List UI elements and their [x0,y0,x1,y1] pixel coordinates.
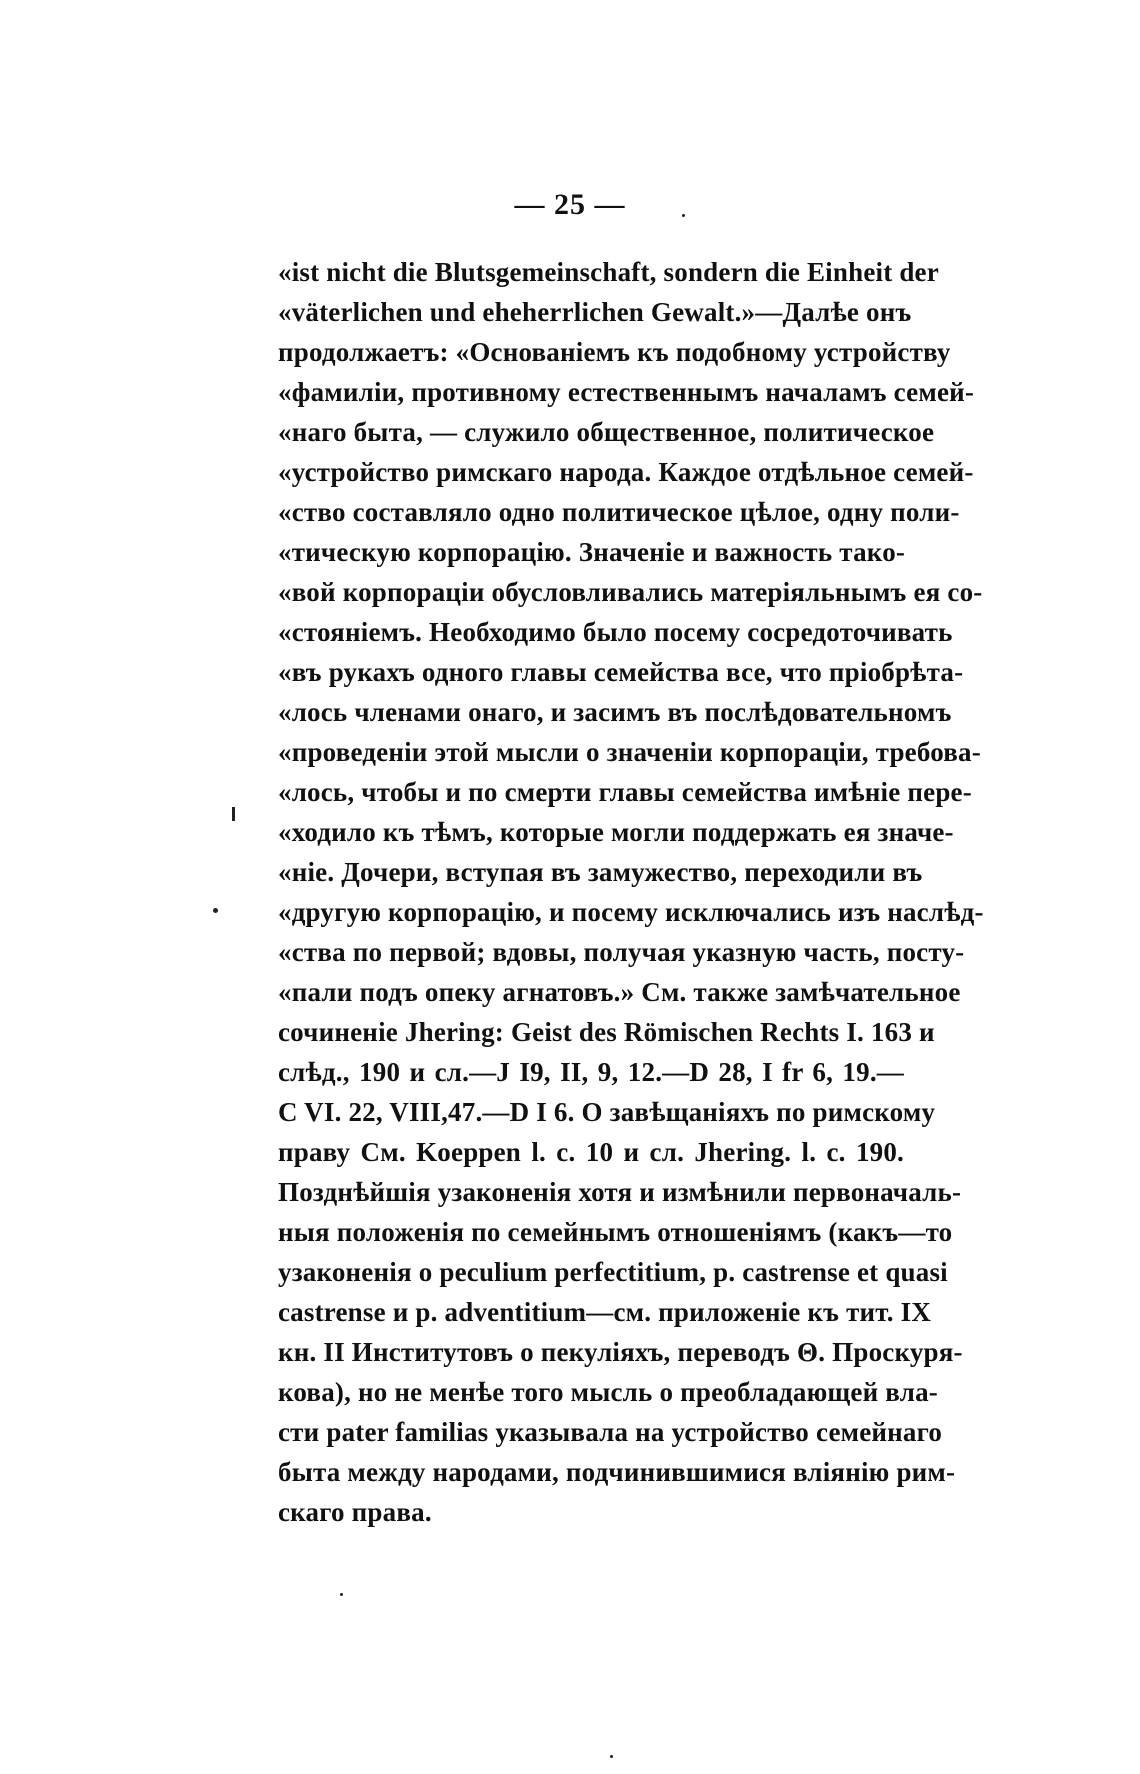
text-line: быта между народами, подчинившимися вліянію рим- [278,1457,956,1487]
text-line: скаго права. [278,1497,432,1527]
text-line: castrense и p. adventitium—см. приложеніе къ тит. IX [278,1297,932,1327]
ink-speck [213,908,218,913]
margin-mark [232,807,235,821]
ink-speck [682,214,685,217]
body-text [278,252,984,1532]
text-line: «лось, чтобы и по смерти главы семейства имѣніе пере- [278,777,972,807]
text-line: «пали подъ опеку агнатовъ.» См. также замѣчательное [278,977,961,1007]
text-line: сочиненіе Jhering: Geist des Römischen Rechts I. 163 и [278,1017,935,1047]
text-line: «ходило къ тѣмъ, которые могли поддержать ея значе- [278,817,954,847]
text-line: «тическую корпорацію. Значеніе и важность тако- [278,537,906,567]
text-line: «стояніемъ. Необходимо было посему сосредоточивать [278,617,953,647]
text-line: «лось членами онаго, и засимъ въ послѣдовательномъ [278,697,952,727]
text-line: продолжаетъ: «Основаніемъ къ подобному устройству [278,337,951,367]
text-line: «ist nicht die Blutsgemeinschaft, sondern die Einheit der [278,257,939,287]
text-line: «въ рукахъ одного главы семейства все, что пріобрѣта- [278,657,964,687]
text-line: «ніе. Дочери, вступая въ замужество, переходили въ [278,857,923,887]
text-line: «ство составляло одно политическое цѣлое, одну поли- [278,497,960,527]
text-line: сти pater familias указывала на устройство семейнаго [278,1417,943,1447]
text-line: C VI. 22, VIII,47.—D I 6. О завѣщаніяхъ по римскому [278,1097,936,1127]
text-line: узаконенія о peculium perfectitium, p. castrense et quasi [278,1257,948,1287]
ink-speck [340,1593,343,1596]
ink-speck [610,1755,613,1758]
text-line: кн. II Институтовъ о пекуліяхъ, переводъ Θ. Проскуря- [278,1337,963,1367]
text-line: «проведеніи этой мысли о значеніи корпораціи, требова- [278,737,981,767]
text-line: «другую корпорацію, и посему исключались изъ наслѣд- [278,897,984,927]
text-line: «устройство римскаго народа. Каждое отдѣльное семей- [278,457,974,487]
text-line: «ства по первой; вдовы, получая указную часть, посту- [278,937,965,967]
text-line: «наго быта, — служило общественное, политическое [278,417,935,447]
text-line: Позднѣйшія узаконенія хотя и измѣнили первоначаль- [278,1177,962,1207]
text-line: «väterlichen und eheherrlichen Gewalt.»—Далѣе онъ [278,297,912,327]
text-line: слѣд., 190 и сл.—J I9, II, 9, 12.—D 28, I fr 6, 19.— [278,1057,904,1087]
text-line: «фамиліи, противному естественнымъ началамъ семей- [278,377,975,407]
text-line: кова), но не менѣе того мысль о преобладающей вла- [278,1377,938,1407]
text-line: праву См. Koeppen l. c. 10 и сл. Jhering. l. c. 190. [278,1137,904,1167]
text-line: ныя положенія по семейнымъ отношеніямъ (какъ—то [278,1217,953,1247]
page-number: — 25 — [514,188,626,221]
text-line: «вой корпораціи обусловливались матеріяльнымъ ея со- [278,577,983,607]
